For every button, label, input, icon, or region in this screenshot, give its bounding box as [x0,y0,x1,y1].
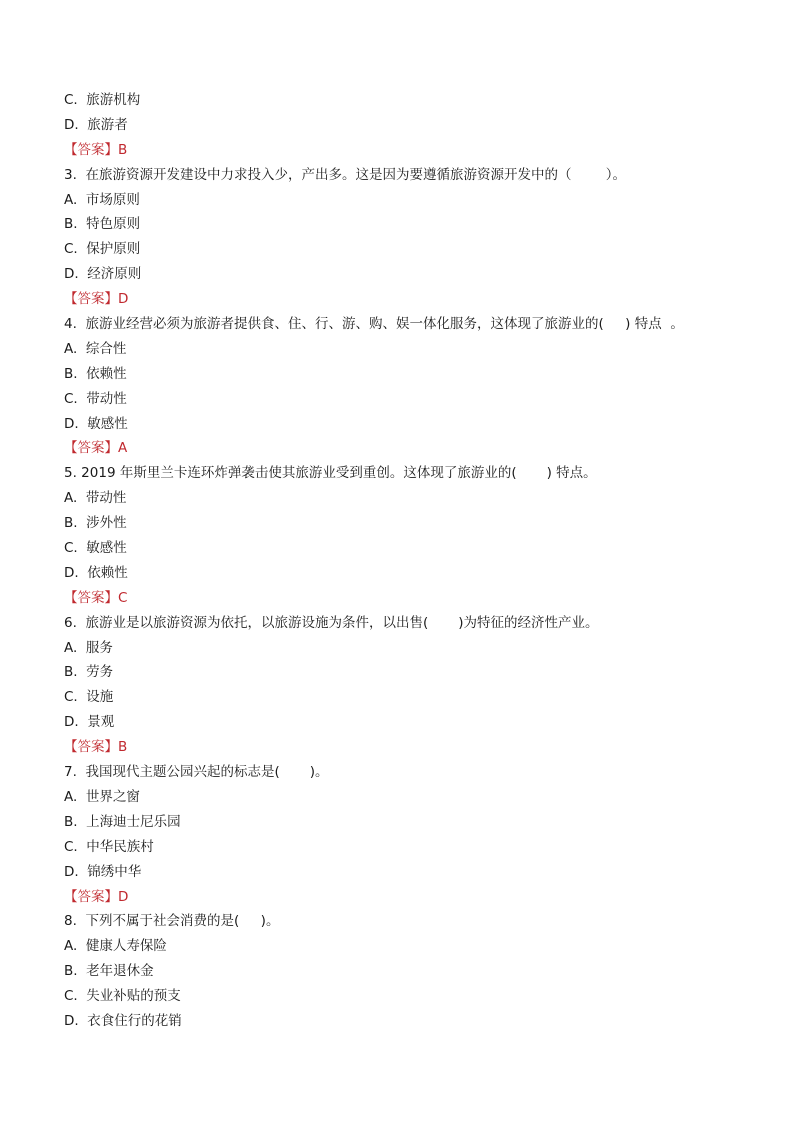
option-line: D. 锦绣中华 [64,863,142,880]
option-line: D. 景观 [64,714,115,731]
option-line: B. 上海迪士尼乐园 [64,813,181,830]
question-stem: 8. 下列不属于社会消费的是( )。 [64,913,280,930]
option-line: B. 特色原则 [64,216,141,233]
option-line: D. 敏感性 [64,415,128,432]
option-line: C. 设施 [64,689,114,706]
question-stem: 7. 我国现代主题公园兴起的标志是( )。 [64,764,329,781]
option-line: C. 保护原则 [64,241,141,258]
option-line: A. 带动性 [64,490,127,507]
option-line: B. 依赖性 [64,365,127,382]
option-line: D. 衣食住行的花销 [64,1012,182,1029]
question-stem: 3. 在旅游资源开发建设中力求投入少，产出多。这是因为要遵循旅游资源开发中的（ ）。 [64,166,627,183]
answer-line: 【答案】D [64,291,129,308]
answer-line: 【答案】B [64,141,128,158]
question-stem: 5. 2019 年斯里兰卡连环炸弹袭击使其旅游业受到重创。这体现了旅游业的( ) 特点。 [64,465,597,482]
question-list [64,88,744,1034]
answer-line: 【答案】D [64,888,129,905]
option-line: B. 老年退休金 [64,963,154,980]
answer-line: 【答案】A [64,440,128,457]
option-line: C. 中华民族村 [64,838,154,855]
option-line: A. 综合性 [64,340,127,357]
option-line: A. 世界之窗 [64,788,140,805]
option-line: A. 健康人寿保险 [64,938,167,955]
option-line: C. 敏感性 [64,540,127,557]
option-line: D. 经济原则 [64,266,142,283]
option-line: C. 带动性 [64,390,127,407]
option-line: B. 劳务 [64,664,114,681]
option-line: A. 市场原则 [64,191,140,208]
answer-line: 【答案】B [64,739,128,756]
question-stem: 4. 旅游业经营必须为旅游者提供食、住、行、游、购、娱一体化服务，这体现了旅游业的( ) 特点 。 [64,316,684,333]
option-line: D. 旅游者 [64,116,128,133]
option-line: C. 旅游机构 [64,92,141,108]
option-line: B. 涉外性 [64,515,127,532]
option-line: A. 服务 [64,639,113,656]
question-stem: 6. 旅游业是以旅游资源为依托，以旅游设施为条件，以出售( )为特征的经济性产业。 [64,614,599,631]
option-line: D. 依赖性 [64,564,128,581]
option-line: C. 失业补贴的预支 [64,988,181,1005]
answer-line: 【答案】C [64,589,128,606]
